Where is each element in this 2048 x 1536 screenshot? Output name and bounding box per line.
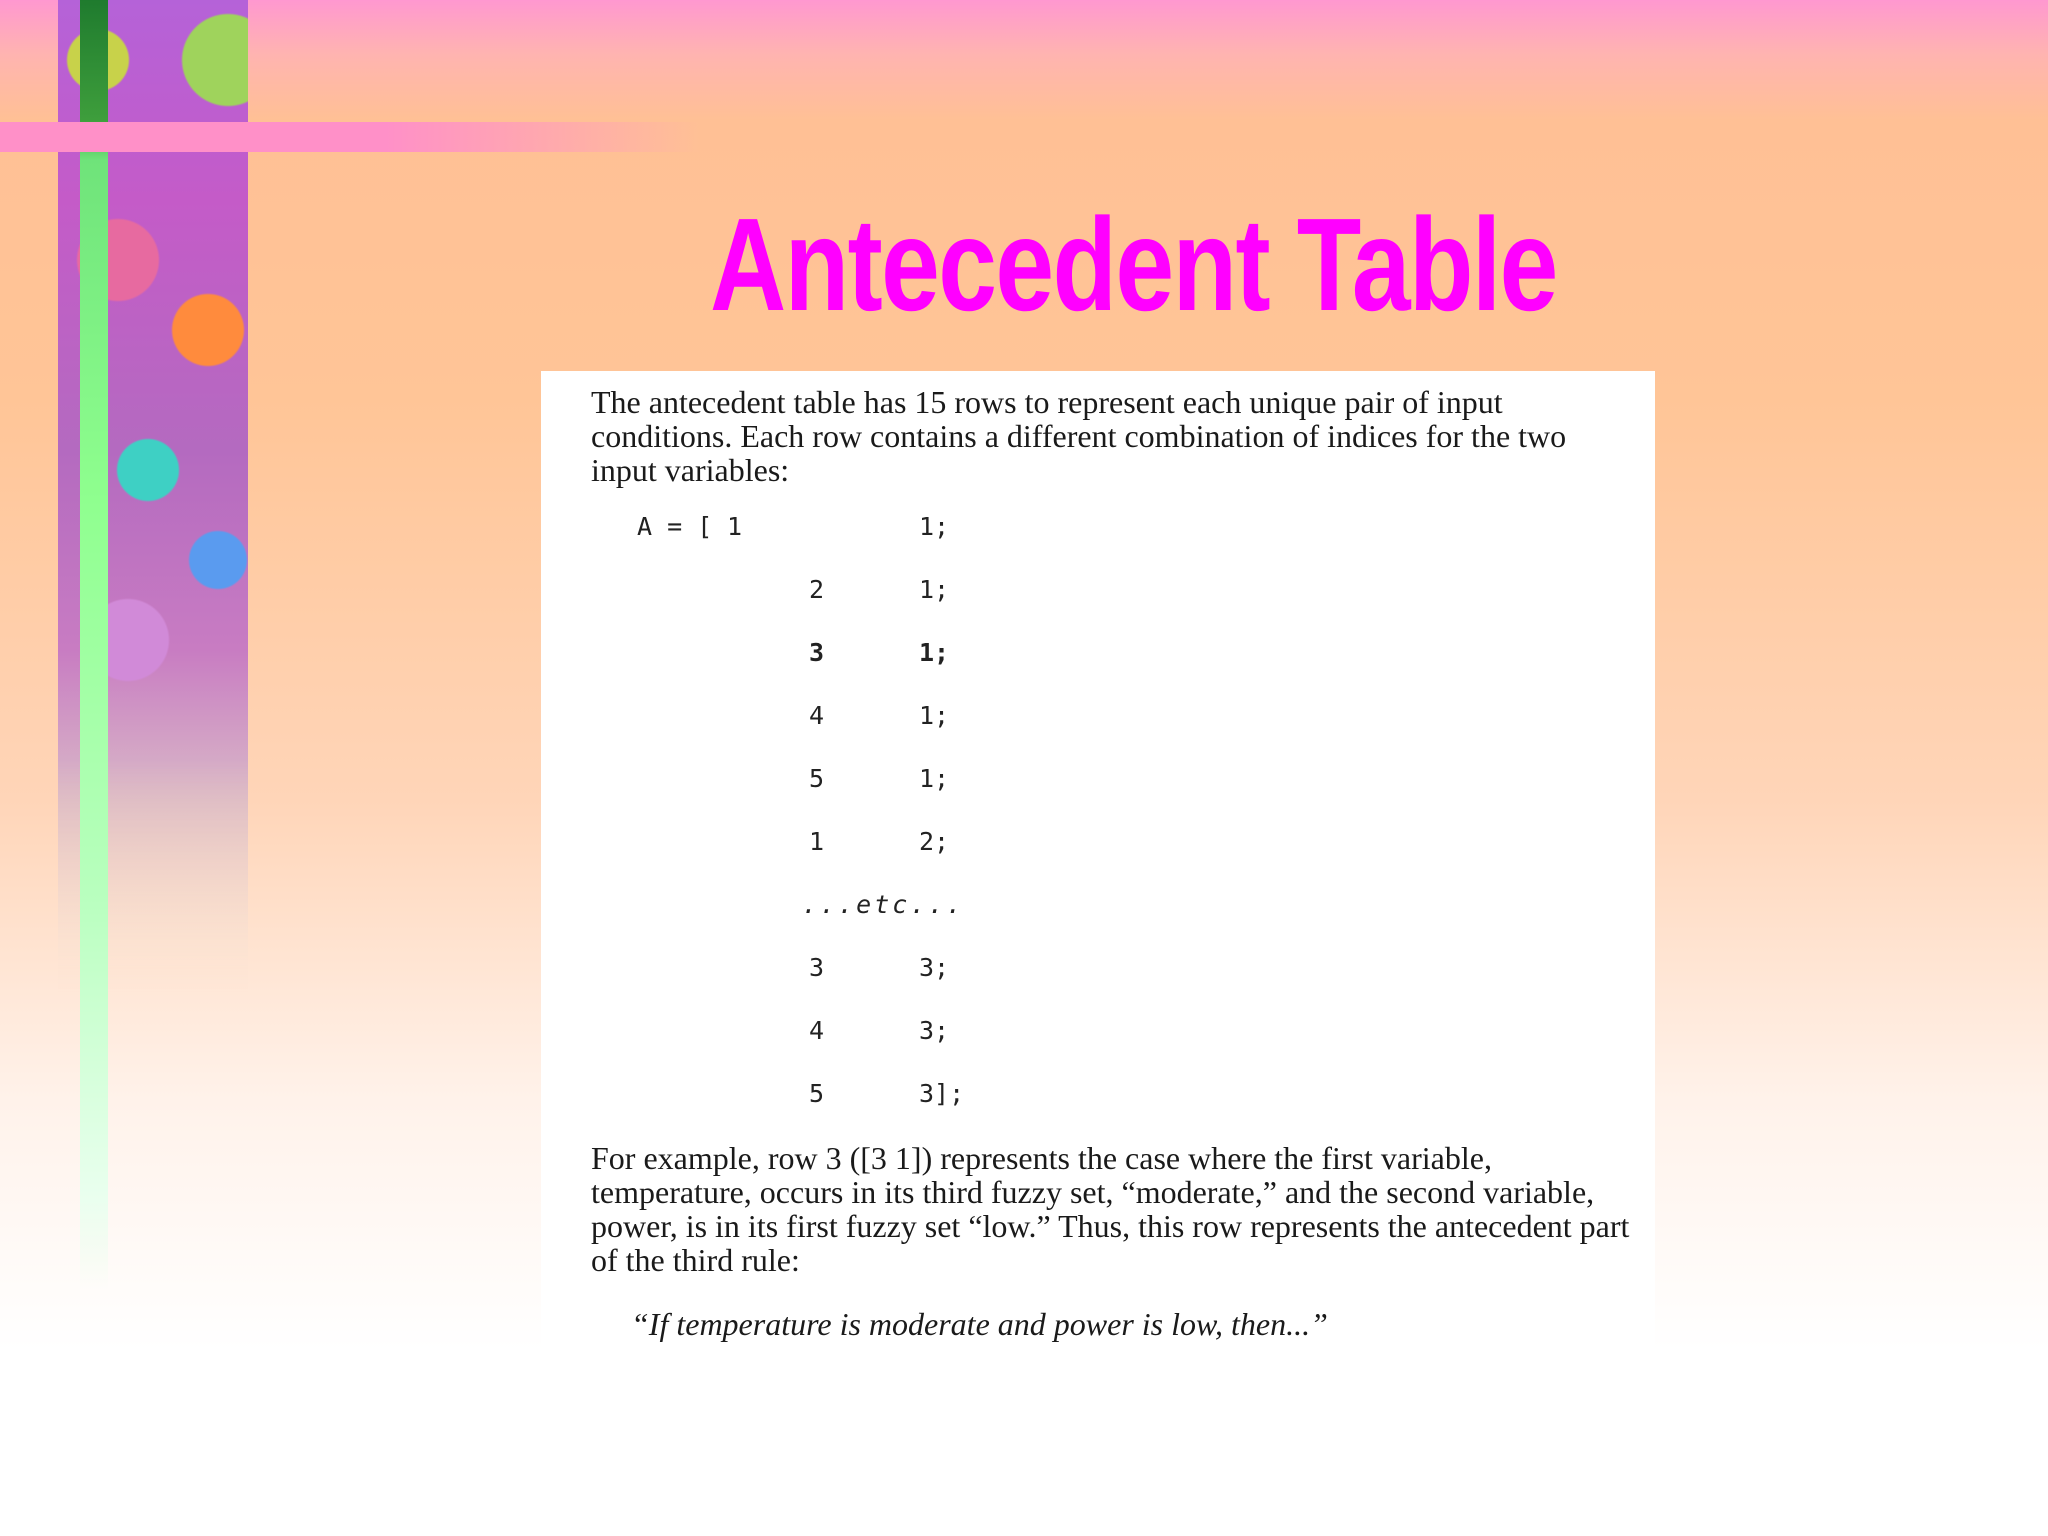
- matrix-row: 3 3;: [809, 953, 950, 982]
- matrix-prefix: A = [: [637, 512, 713, 541]
- matrix-row: A = [ 1 1;: [637, 512, 950, 541]
- matrix-row: 4 1;: [809, 701, 950, 730]
- matrix-row: 4 3;: [809, 1016, 950, 1045]
- slide-title: Antecedent Table: [710, 191, 1557, 338]
- decorative-green-bar: [80, 0, 108, 1290]
- content-panel: [541, 371, 1655, 1356]
- example-paragraph: For example, row 3 ([3 1]) represents the case where the first variable, temperature, occurs in its third fuzzy set, “moderate,” and the second variable, power, is in its first fuzzy set “low.” Thus, this row represents the antecedent part of the third rule:: [591, 1140, 1630, 1278]
- matrix-ellipsis-row: [637, 890, 965, 930]
- matrix-row: 2 1;: [809, 575, 950, 604]
- matrix-row: 5 1;: [809, 764, 950, 793]
- intro-paragraph: The antecedent table has 15 rows to represent each unique pair of input conditions. Each row contains a different combination of indices for the two input variables:: [591, 384, 1567, 488]
- matrix-ellipsis: ...etc...: [802, 890, 965, 919]
- rule-quote: “If temperature is moderate and power is low, then...”: [631, 1306, 1328, 1342]
- decorative-pink-bar: [0, 122, 700, 152]
- matrix-row: 5 3];: [809, 1079, 965, 1108]
- matrix-row-highlighted: 3 1;: [809, 638, 950, 667]
- matrix-row: 1 2;: [809, 827, 950, 856]
